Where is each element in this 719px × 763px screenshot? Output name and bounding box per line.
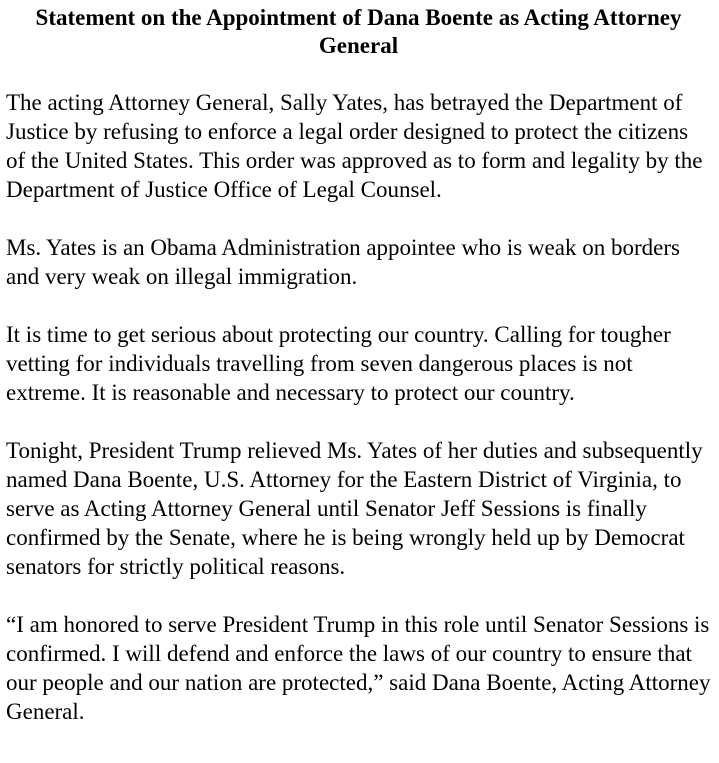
paragraph-yates-betrayed: The acting Attorney General, Sally Yates, has betrayed the Department of Justice by refusing to enforce a legal order designed to protect the citizens of the United States. This order was approved as to form and legality by the Department of Justice Office of Legal Counsel.	[6, 90, 703, 202]
paragraph-boente-appointment: Tonight, President Trump relieved Ms. Yates of her duties and subsequently named Dana Boente, U.S. Attorney for the Eastern District of Virginia, to serve as Acting Attorney General until Senator Jeff Sessions is finally confirmed by the Senate, where he is being wrongly held up by Democrat senators for strictly political reasons.	[6, 438, 703, 579]
paragraph-boente-quote: “I am honored to serve President Trump in this role until Senator Sessions is confirmed. I will defend and enforce the laws of our country to ensure that our people and our nation are protected,” said Dana Boente, Acting Attorney General.	[6, 612, 711, 724]
document-title: Statement on the Appointment of Dana Boente as Acting Attorney General	[35, 5, 682, 58]
paragraph-protecting-country: It is time to get serious about protecting our country. Calling for tougher vetting for individuals travelling from seven dangerous places is not extreme. It is reasonable and necessary to protect our country.	[6, 322, 671, 405]
paragraph-obama-appointee: Ms. Yates is an Obama Administration appointee who is weak on borders and very weak on illegal immigration.	[6, 235, 680, 289]
